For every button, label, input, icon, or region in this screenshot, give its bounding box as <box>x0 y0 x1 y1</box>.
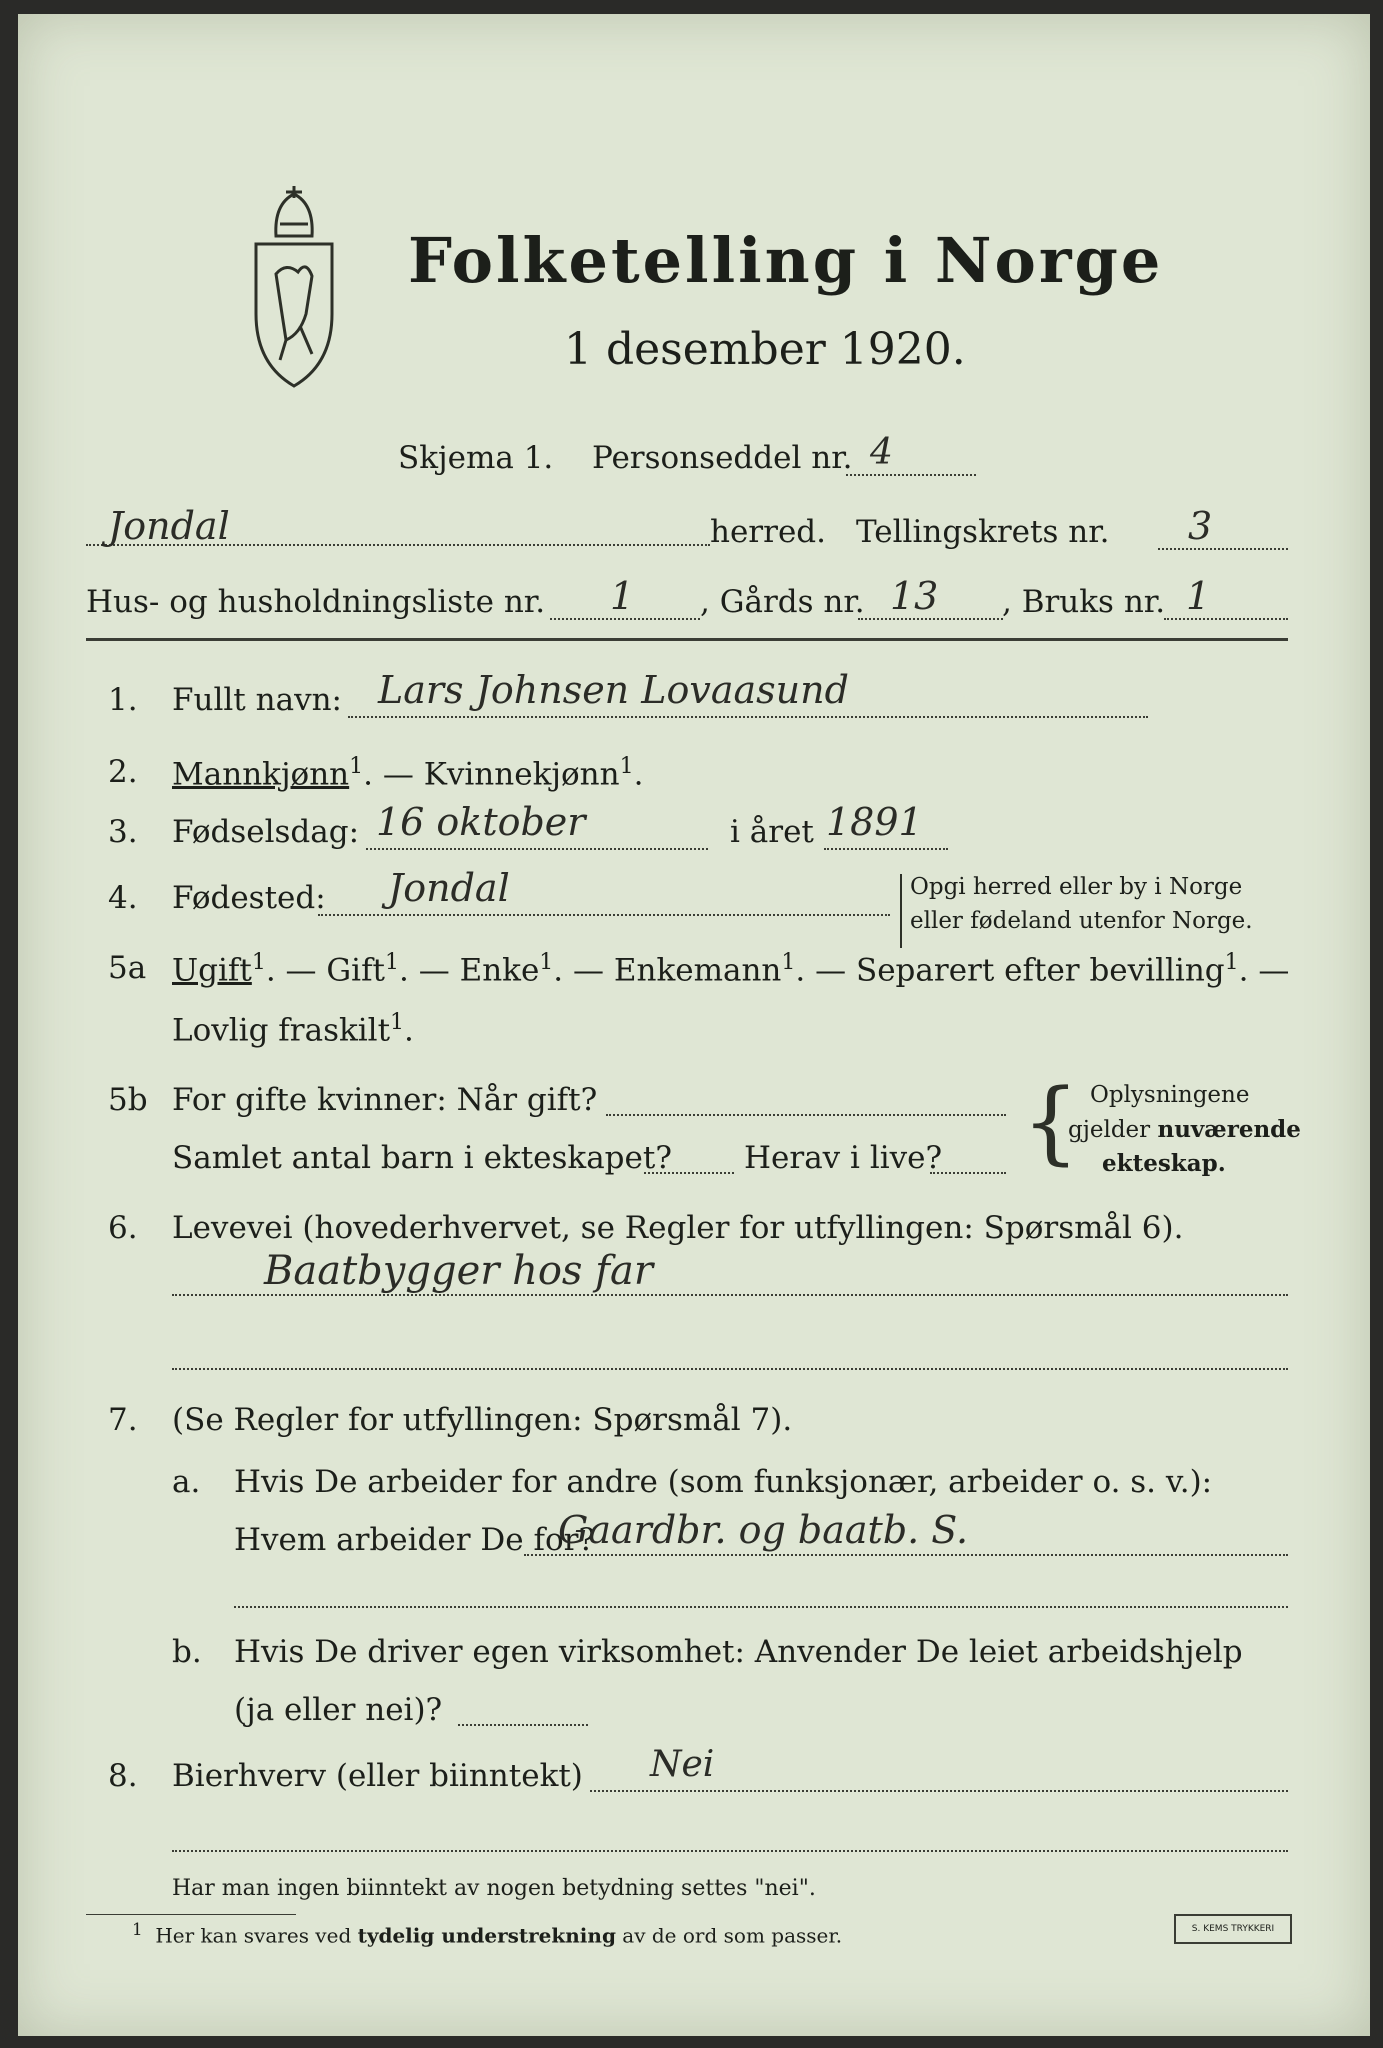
printer-stamp: S. KEMS TRYKKERI <box>1174 1914 1292 1944</box>
q7a-label: Hvis De arbeider for andre (som funksjonær, arbeider o. s. v.): <box>234 1464 1213 1500</box>
skjema-label: Skjema 1. <box>398 440 554 476</box>
q5a-option-enkemann: Enkemann <box>613 952 782 989</box>
q5b-number: 5b <box>108 1082 148 1118</box>
q5a-option-enke: Enke <box>459 952 540 989</box>
q5b-note-line3: ekteskap. <box>1102 1150 1226 1177</box>
q5a-option-ugift: Ugift <box>172 952 252 989</box>
q8-number: 8. <box>108 1758 138 1794</box>
q6-value: Baatbygger hos far <box>264 1248 653 1294</box>
header-divider <box>86 638 1288 641</box>
q3-value: 16 oktober <box>376 800 586 844</box>
bleed-through <box>578 106 583 136</box>
q7a-value: Gaardbr. og baatb. S. <box>558 1508 969 1552</box>
q5a-number: 5a <box>108 950 147 986</box>
q4-number: 4. <box>108 880 138 916</box>
hus-label: Hus- og husholdningsliste nr. <box>86 584 546 620</box>
q4-note-line1: Opgi herred eller by i Norge <box>910 874 1243 900</box>
q3-label: Fødselsdag: <box>172 814 360 850</box>
q1-value: Lars Johnsen Lovaasund <box>378 668 849 712</box>
q7b-question: (ja eller nei)? <box>234 1692 443 1728</box>
q7a-question: Hvem arbeider De for? <box>234 1522 596 1558</box>
page-title: Folketelling i Norge <box>408 224 1164 297</box>
q5b-note-line2: gjelder nuværende <box>1068 1116 1301 1143</box>
coat-of-arms-icon <box>246 164 342 394</box>
q7-number: 7. <box>108 1402 138 1438</box>
footnote-divider <box>86 1914 296 1915</box>
q4-value: Jondal <box>388 866 510 910</box>
herred-value: Jondal <box>108 504 230 548</box>
q5b-label-married: For gifte kvinner: Når gift? <box>172 1082 598 1118</box>
q5a-option-separert: Separert efter bevilling <box>855 952 1225 989</box>
q2-option-mannkjonn: Mannkjønn <box>172 756 350 793</box>
q1-number: 1. <box>108 682 138 718</box>
gards-label: , Gårds nr. <box>700 584 865 620</box>
q5a-option-gift: Gift <box>326 952 385 989</box>
q6-number: 6. <box>108 1210 138 1246</box>
census-date: 1 desember 1920. <box>564 324 966 375</box>
footer-note: Har man ingen biinntekt av nogen betydning settes "nei". <box>172 1876 816 1901</box>
q5b-brace: { <box>1022 1070 1080 1175</box>
hus-value: 1 <box>610 574 635 618</box>
personseddel-label: Personseddel nr. <box>592 440 853 476</box>
q3-year-value: 1891 <box>826 800 923 844</box>
gards-value: 13 <box>890 574 939 618</box>
bruks-value: 1 <box>1186 574 1211 618</box>
tellingskrets-label: Tellingskrets nr. <box>856 514 1110 550</box>
q7b-number: b. <box>172 1634 202 1670</box>
q7-label: (Se Regler for utfyllingen: Spørsmål 7). <box>172 1402 793 1438</box>
q2-number: 2. <box>108 754 138 790</box>
q5a-option-fraskilt: Lovlig fraskilt$^1$. <box>172 1010 414 1049</box>
q4-note-line2: eller fødeland utenfor Norge. <box>910 908 1253 934</box>
q5b-label-alive: Herav i live? <box>744 1140 943 1176</box>
q4-label: Fødested: <box>172 880 326 916</box>
q5b-label-children: Samlet antal barn i ekteskapet? <box>172 1140 672 1176</box>
q8-value: Nei <box>650 1744 715 1785</box>
footnote: $^1$ Her kan svares ved tydelig understrekning av de ord som passer. <box>132 1920 843 1948</box>
bruks-label: , Bruks nr. <box>1002 584 1166 620</box>
tellingskrets-value: 3 <box>1188 504 1213 548</box>
q7a-number: a. <box>172 1464 201 1500</box>
q5a-options: Ugift$^1$. — Gift$^1$. — Enke$^1$. — Enkemann$^1$. — Separert efter bevilling$^1$. — <box>172 950 1290 989</box>
q5b-note-line1: Oplysningene <box>1090 1082 1250 1108</box>
q3-year-label: i året <box>730 814 814 850</box>
census-form <box>18 14 1370 2036</box>
footnote-mark: 1 <box>132 1920 143 1939</box>
q8-label: Bierhverv (eller biinntekt) <box>172 1758 583 1794</box>
q7b-label: Hvis De driver egen virksomhet: Anvender De leiet arbeidshjelp <box>234 1634 1243 1670</box>
q2-options: Mannkjønn$^1$. — Kvinnekjønn$^1$. <box>172 754 644 793</box>
q6-label: Levevei (hovederhvervet, se Regler for utfyllingen: Spørsmål 6). <box>172 1210 1184 1246</box>
q1-label: Fullt navn: <box>172 682 342 718</box>
herred-label: herred. <box>710 514 826 550</box>
personseddel-value: 4 <box>870 432 893 473</box>
q2-option-kvinnekjonn: Kvinnekjønn <box>423 756 620 793</box>
q4-brace <box>900 874 906 948</box>
q3-number: 3. <box>108 814 138 850</box>
